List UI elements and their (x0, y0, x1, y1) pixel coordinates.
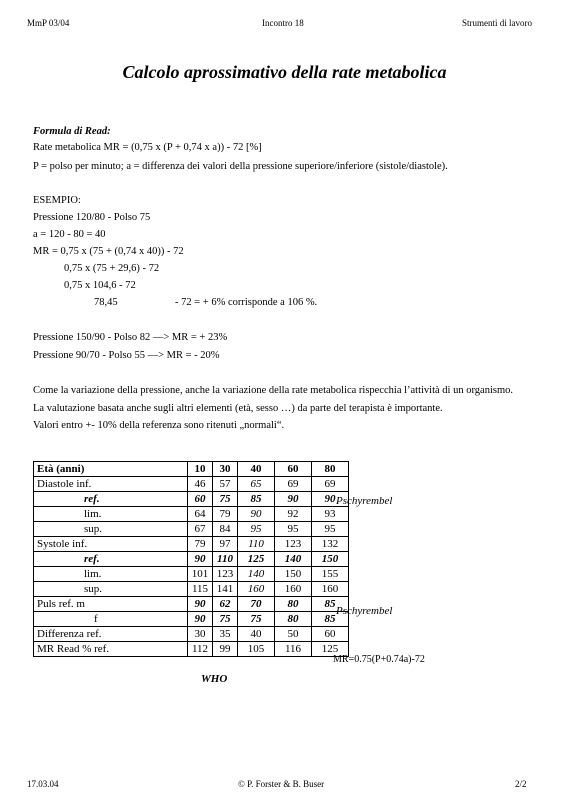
table-cell: 90 (312, 492, 349, 507)
page-title: Calcolo aprossimativo della rate metabolica (122, 62, 447, 82)
table-row (34, 612, 349, 627)
table-cell: 95 (275, 522, 312, 537)
table-cell: 150 (312, 552, 349, 567)
table-cell: 85 (238, 492, 275, 507)
example-line-2: a = 120 - 80 = 40 (33, 229, 106, 240)
table-cell: 90 (275, 492, 312, 507)
note-1: Come la variazione della pressione, anche la variazione della rate metabolica rispecchia l’attività di un organismo. (33, 385, 513, 396)
table-cell: 69 (275, 477, 312, 492)
table-row (34, 492, 349, 507)
row-label: lim. (34, 567, 188, 582)
table-cell: 57 (213, 477, 238, 492)
table-cell: 115 (188, 582, 213, 597)
case-1: Pressione 150/90 - Polso 82 —> MR = + 23% (33, 332, 228, 343)
table-cell: 93 (312, 507, 349, 522)
table-cell: 140 (238, 567, 275, 582)
table-cell: 101 (188, 567, 213, 582)
table-row (34, 627, 349, 642)
table-row (34, 552, 349, 567)
row-label: Systole inf. (34, 537, 188, 552)
table-cell: 84 (213, 522, 238, 537)
side-note-pschyrembel-2: Pschyrembel (336, 605, 393, 617)
table-cell: 79 (213, 507, 238, 522)
table-cell: 150 (275, 567, 312, 582)
footer-copyright: © P. Forster & B. Buser (238, 779, 325, 789)
table-cell: 125 (312, 642, 349, 657)
formula-note: MR=0.75(P+0.74a)-72 (333, 654, 425, 665)
table-cell: 123 (213, 567, 238, 582)
footer-date: 17.03.04 (27, 779, 59, 789)
table-source: WHO (201, 673, 228, 685)
example-line-4: 0,75 x (75 + 29,6) - 72 (64, 263, 160, 274)
table-cell: 112 (188, 642, 213, 657)
table-cell: 125 (238, 552, 275, 567)
table-header-cell: 10 (188, 462, 213, 477)
table-cell: 80 (275, 597, 312, 612)
table-cell: 75 (238, 612, 275, 627)
example-line-6-result: - 72 = + 6% corrisponde a 106 %. (175, 297, 318, 308)
table-header-row (34, 462, 349, 477)
row-label: Puls ref. m (34, 597, 188, 612)
formula-heading: Formula di Read: (33, 126, 111, 137)
table-cell: 60 (188, 492, 213, 507)
table-header-cell: 30 (213, 462, 238, 477)
note-2: La valutazione basata anche sugli altri elementi (età, sesso …) da parte del terapista è importante. (33, 403, 443, 414)
table-cell: 92 (275, 507, 312, 522)
table-cell: 90 (188, 552, 213, 567)
row-label: ref. (34, 552, 188, 567)
table-row (34, 597, 349, 612)
table-cell: 110 (238, 537, 275, 552)
table-cell: 64 (188, 507, 213, 522)
table-cell: 123 (275, 537, 312, 552)
table-row (34, 642, 349, 657)
table-cell: 70 (238, 597, 275, 612)
table-cell: 160 (238, 582, 275, 597)
table-row (34, 477, 349, 492)
table-cell: 80 (275, 612, 312, 627)
table-row (34, 567, 349, 582)
table-cell: 50 (275, 627, 312, 642)
reference-table (33, 461, 349, 657)
table-cell: 85 (312, 612, 349, 627)
row-label: lim. (34, 507, 188, 522)
table-cell: 85 (312, 597, 349, 612)
table-cell: 90 (188, 612, 213, 627)
case-2: Pressione 90/70 - Polso 55 —> MR = - 20% (33, 350, 220, 361)
table-row (34, 507, 349, 522)
formula-line-2: P = polso per minuto; a = differenza dei valori della pressione superiore/inferiore (sistole/diastole). (33, 161, 448, 172)
table-header-cell: Età (anni) (34, 462, 188, 477)
row-label: sup. (34, 522, 188, 537)
table-cell: 75 (213, 492, 238, 507)
table-cell: 60 (312, 627, 349, 642)
footer-page-number: 2/2 (515, 779, 527, 789)
table-cell: 79 (188, 537, 213, 552)
row-label: MR Read % ref. (34, 642, 188, 657)
header-right: Strumenti di lavoro (462, 18, 532, 28)
table-cell: 141 (213, 582, 238, 597)
row-label: ref. (34, 492, 188, 507)
table-cell: 140 (275, 552, 312, 567)
table-cell: 95 (238, 522, 275, 537)
table-cell: 160 (275, 582, 312, 597)
side-note-pschyrembel-1: Pschyrembel (336, 495, 393, 507)
table-cell: 90 (188, 597, 213, 612)
table-cell: 110 (213, 552, 238, 567)
example-line-3: MR = 0,75 x (75 + (0,74 x 40)) - 72 (33, 246, 184, 257)
table-row (34, 522, 349, 537)
table-header-cell: 80 (312, 462, 349, 477)
table-cell: 65 (238, 477, 275, 492)
table-cell: 46 (188, 477, 213, 492)
table-cell: 35 (213, 627, 238, 642)
table-header-cell: 40 (238, 462, 275, 477)
table-header-cell: 60 (275, 462, 312, 477)
table-cell: 75 (213, 612, 238, 627)
note-3: Valori entro +- 10% della referenza sono ritenuti „normali“. (33, 420, 285, 431)
row-label: sup. (34, 582, 188, 597)
example-line-5: 0,75 x 104,6 - 72 (64, 280, 136, 291)
row-label: Diastole inf. (34, 477, 188, 492)
table-cell: 62 (213, 597, 238, 612)
table-cell: 132 (312, 537, 349, 552)
table-cell: 116 (275, 642, 312, 657)
table-cell: 97 (213, 537, 238, 552)
table-row (34, 537, 349, 552)
example-line-1: Pressione 120/80 - Polso 75 (33, 212, 151, 223)
table-row (34, 582, 349, 597)
example-line-6-value: 78,45 (94, 297, 118, 308)
header-left: MmP 03/04 (27, 18, 70, 28)
table-cell: 155 (312, 567, 349, 582)
table-cell: 95 (312, 522, 349, 537)
table-cell: 30 (188, 627, 213, 642)
table-cell: 67 (188, 522, 213, 537)
row-label: Differenza ref. (34, 627, 188, 642)
table-cell: 69 (312, 477, 349, 492)
table-cell: 40 (238, 627, 275, 642)
table-cell: 99 (213, 642, 238, 657)
header-center: Incontro 18 (262, 18, 304, 28)
formula-line-1: Rate metabolica MR = (0,75 x (P + 0,74 x a)) - 72 [%] (33, 142, 262, 153)
example-heading: ESEMPIO: (33, 195, 81, 206)
table-cell: 160 (312, 582, 349, 597)
table-cell: 105 (238, 642, 275, 657)
table-cell: 90 (238, 507, 275, 522)
row-label: f (34, 612, 188, 627)
